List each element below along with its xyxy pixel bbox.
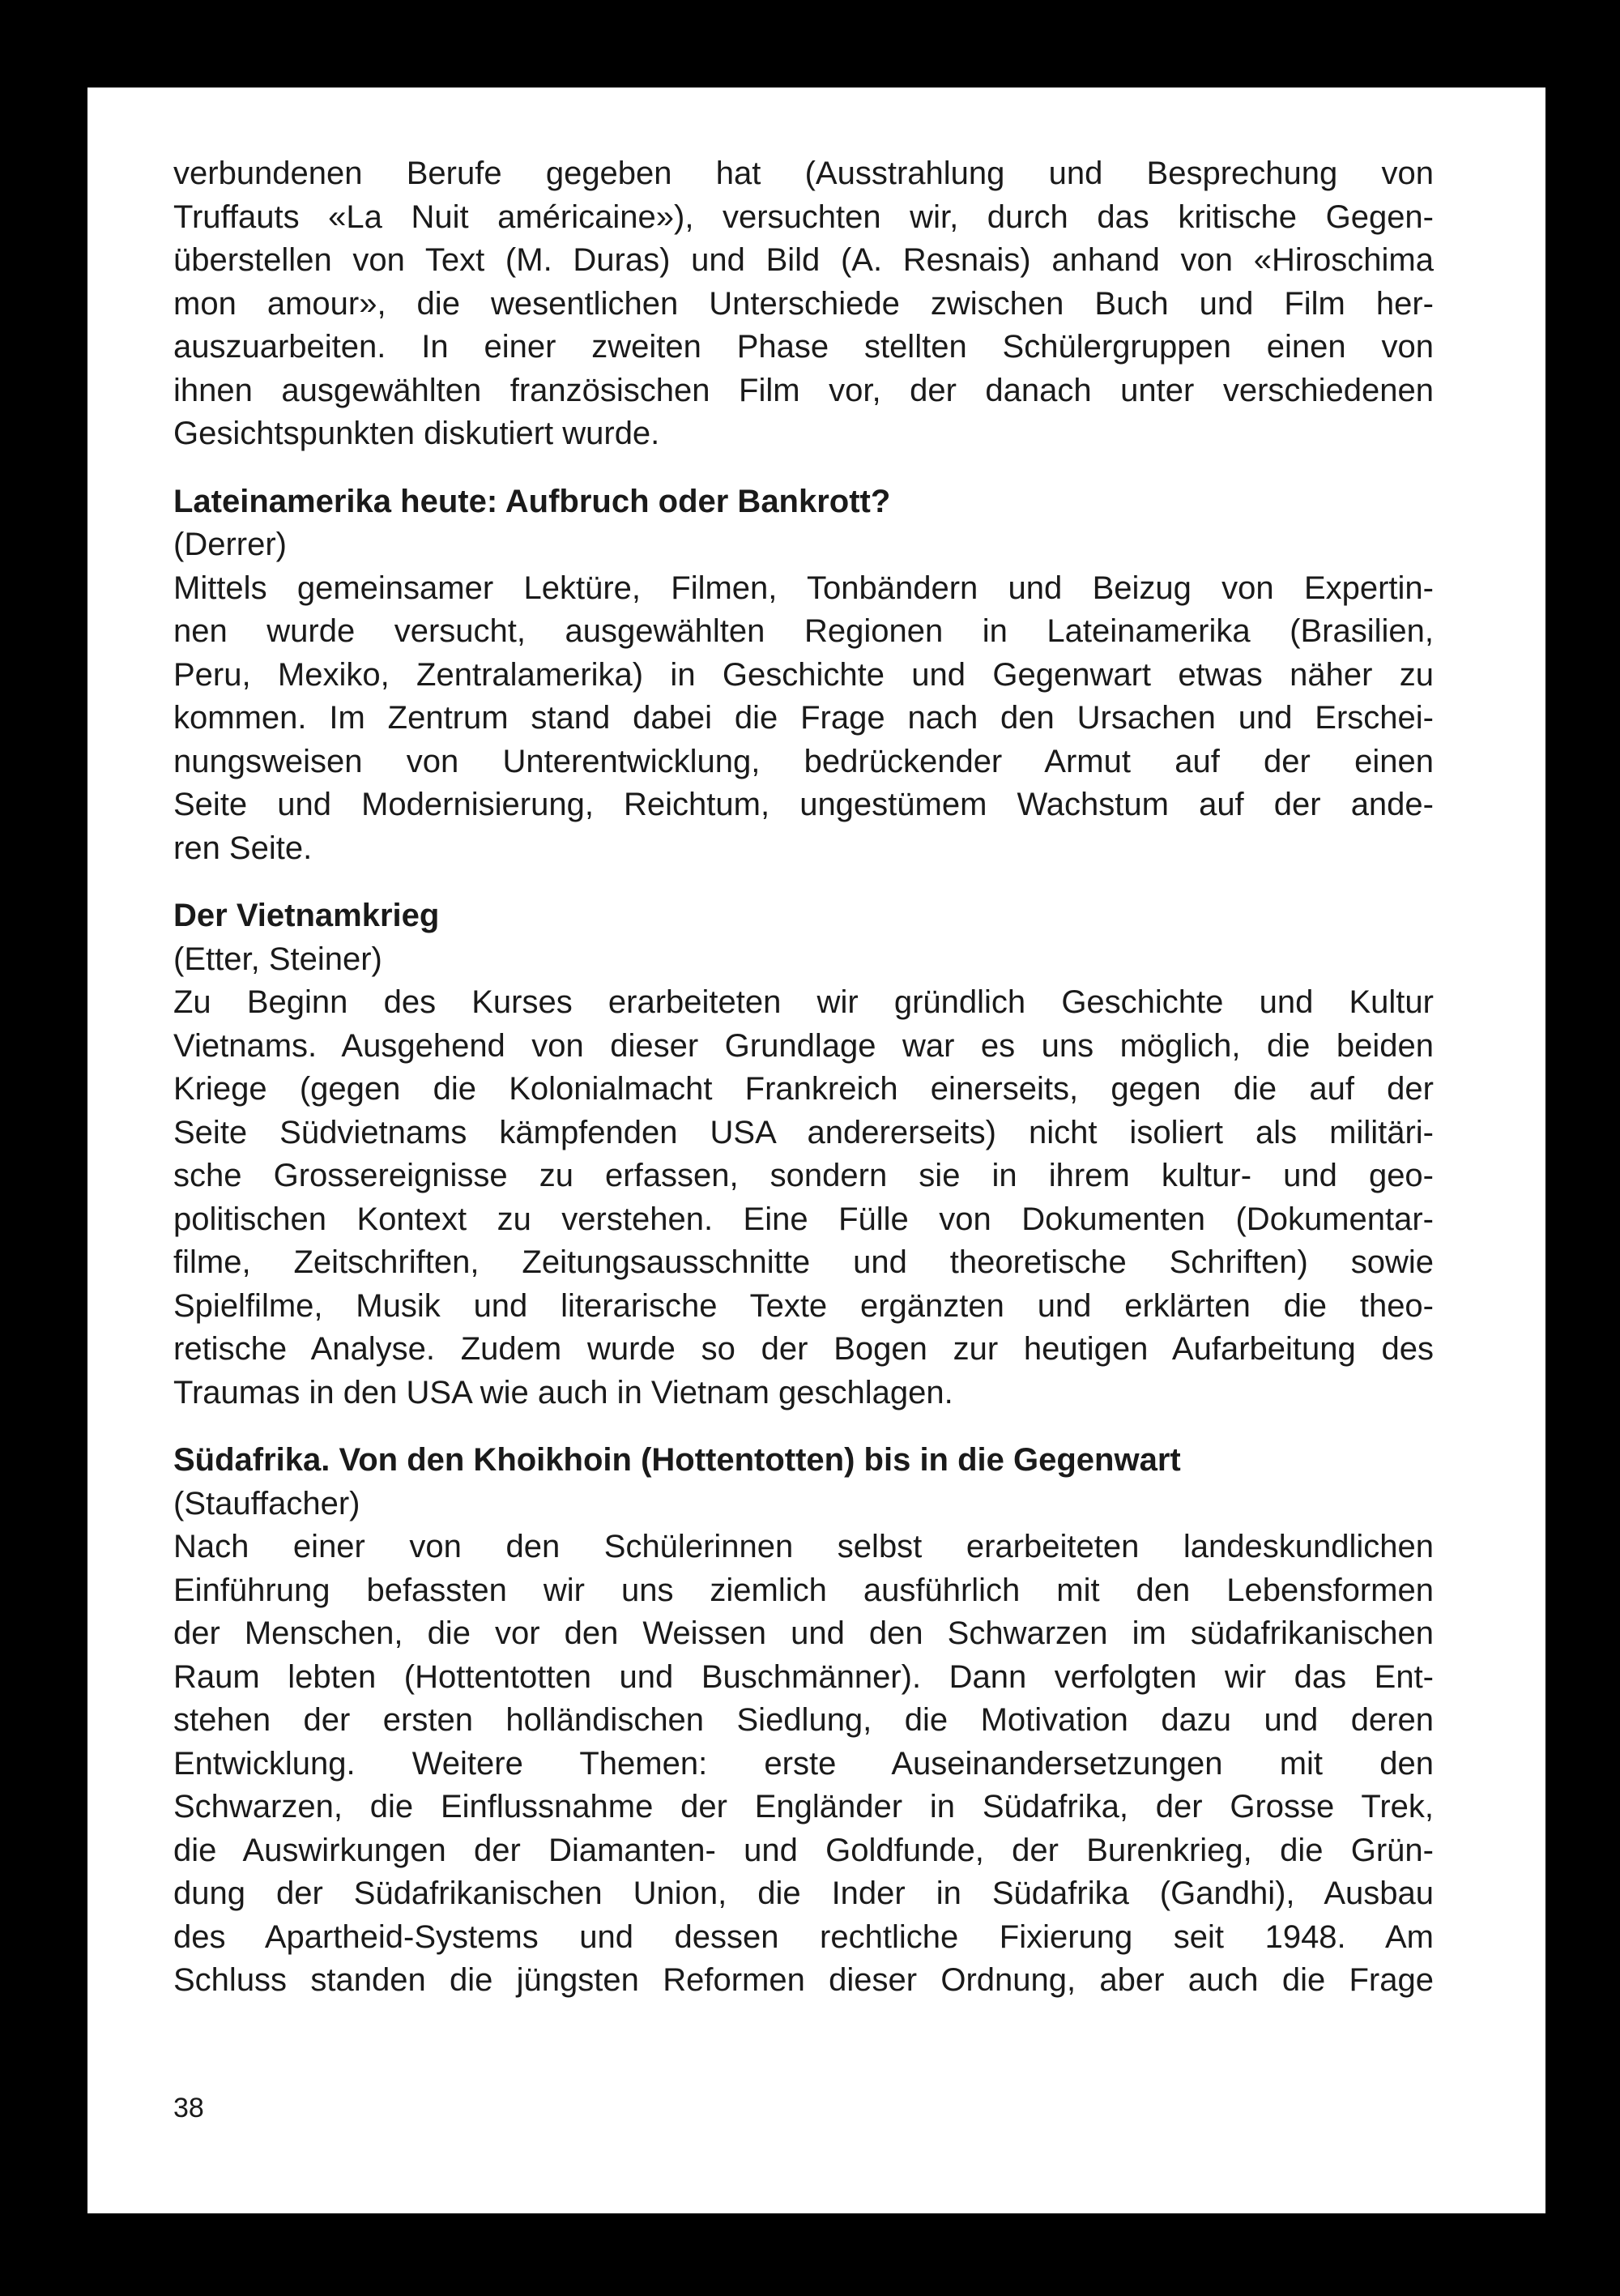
text-line: kommen. Im Zentrum stand dabei die Frage nach den Ursachen und Erschei- — [173, 700, 1434, 736]
section-body — [173, 567, 1434, 871]
text-line: Nach einer von den Schülerinnen selbst erarbeiteten landeskundlichen — [173, 1529, 1434, 1564]
intro-paragraph — [173, 152, 1434, 456]
text-line: der Menschen, die vor den Weissen und den Schwarzen im südafrikanischen — [173, 1615, 1434, 1651]
text-line: Mittels gemeinsamer Lektüre, Filmen, Tonbändern und Beizug von Expertin- — [173, 570, 1434, 606]
section-suedafrika — [173, 1439, 1434, 2003]
text-line: Traumas in den USA wie auch in Vietnam geschlagen. — [173, 1374, 953, 1410]
text-line: verbundenen Berufe gegeben hat (Ausstrahlung und Besprechung von — [173, 156, 1434, 191]
text-line: Gesichtspunkten diskutiert wurde. — [173, 416, 660, 451]
text-line: dung der Südafrikanischen Union, die Inder in Südafrika (Gandhi), Ausbau — [173, 1876, 1434, 1911]
text-line: stehen der ersten holländischen Siedlung, die Motivation dazu und deren — [173, 1702, 1434, 1738]
text-line: Zu Beginn des Kurses erarbeiteten wir gründlich Geschichte und Kultur — [173, 984, 1434, 1020]
section-title: Südafrika. Von den Khoikhoin (Hottentotten) bis in die Gegenwart — [173, 1442, 1181, 1478]
text-line: Entwicklung. Weitere Themen: erste Auseinandersetzungen mit den — [173, 1745, 1434, 1782]
section-authors: (Derrer) — [173, 527, 287, 562]
text-line: filme, Zeitschriften, Zeitungsausschnitte und theoretische Schriften) sowie — [173, 1244, 1434, 1280]
text-line: Peru, Mexiko, Zentralamerika) in Geschichte und Gegenwart etwas näher zu — [173, 656, 1434, 693]
text-line: überstellen von Text (M. Duras) und Bild (A. Resnais) anhand von «Hiroschima — [173, 242, 1434, 278]
text-line: retische Analyse. Zudem wurde so der Bogen zur heutigen Aufarbeitung des — [173, 1331, 1434, 1367]
text-line: politischen Kontext zu verstehen. Eine Fülle von Dokumenten (Dokumentar- — [173, 1201, 1434, 1237]
text-line: Vietnams. Ausgehend von dieser Grundlage war es uns möglich, die beiden — [173, 1027, 1434, 1064]
text-line: auszuarbeiten. In einer zweiten Phase stellten Schülergruppen einen von — [173, 329, 1434, 365]
text-line: die Auswirkungen der Diamanten- und Goldfunde, der Burenkrieg, die Grün- — [173, 1832, 1434, 1868]
text-line: Seite und Modernisierung, Reichtum, ungestümem Wachstum auf der ande- — [173, 787, 1434, 822]
text-line: Schluss standen die jüngsten Reformen dieser Ordnung, aber auch die Frage — [173, 1962, 1434, 1998]
section-authors: (Etter, Steiner) — [173, 941, 382, 977]
text-line: ren Seite. — [173, 830, 313, 866]
text-line: des Apartheid-Systems und dessen rechtliche Fixierung seit 1948. Am — [173, 1918, 1434, 1955]
text-line: Einführung befassten wir uns ziemlich ausführlich mit den Lebensformen — [173, 1572, 1434, 1608]
section-title: Der Vietnamkrieg — [173, 898, 440, 933]
section-title: Lateinamerika heute: Aufbruch oder Bankrott? — [173, 483, 891, 519]
text-line: Kriege (gegen die Kolonialmacht Frankreich einerseits, gegen die auf der — [173, 1071, 1434, 1107]
page-content — [173, 152, 1434, 2003]
text-line: nen wurde versucht, ausgewählten Regionen in Lateinamerika (Brasilien, — [173, 613, 1434, 649]
text-line: sche Grossereignisse zu erfassen, sondern sie in ihrem kultur- und geo- — [173, 1158, 1434, 1193]
page-number: 38 — [173, 2093, 204, 2123]
section-body — [173, 1526, 1434, 2003]
section-body — [173, 981, 1434, 1415]
text-line: ihnen ausgewählten französischen Film vor, der danach unter verschiedenen — [173, 372, 1434, 408]
section-vietnamkrieg — [173, 894, 1434, 1415]
section-authors: (Stauffacher) — [173, 1485, 360, 1521]
section-lateinamerika — [173, 480, 1434, 871]
text-line: mon amour», die wesentlichen Unterschiede zwischen Buch und Film her- — [173, 285, 1434, 322]
text-line: nungsweisen von Unterentwicklung, bedrückender Armut auf der einen — [173, 743, 1434, 779]
text-line: Raum lebten (Hottentotten und Buschmänner). Dann verfolgten wir das Ent- — [173, 1658, 1434, 1695]
text-line: Schwarzen, die Einflussnahme der Engländer in Südafrika, der Grosse Trek, — [173, 1789, 1434, 1824]
text-line: Truffauts «La Nuit américaine»), versuchten wir, durch das kritische Gegen- — [173, 198, 1434, 235]
text-line: Seite Südvietnams kämpfenden USA andererseits) nicht isoliert als militäri- — [173, 1114, 1434, 1150]
text-line: Spielfilme, Musik und literarische Texte ergänzten und erklärten die theo- — [173, 1287, 1434, 1324]
